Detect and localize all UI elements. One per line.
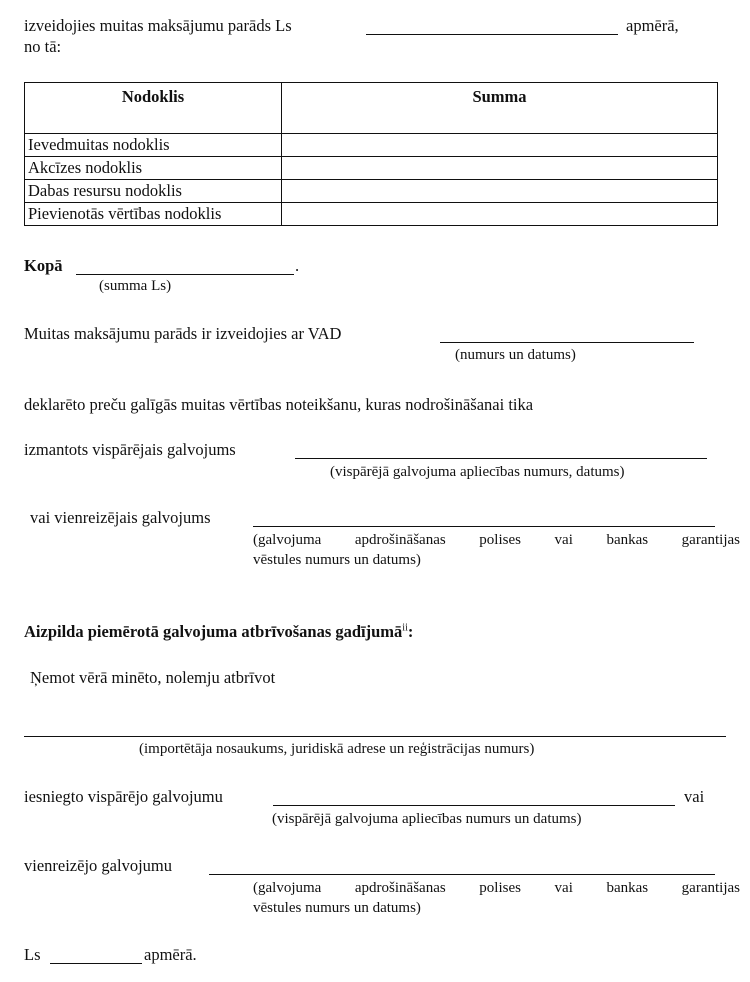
release-single-text: vienreizējo galvojumu xyxy=(24,856,172,875)
table-row xyxy=(25,180,718,203)
release-heading-text: Aizpilda piemērotā galvojuma atbrīvošanas gadījumā xyxy=(24,622,403,641)
release-general-suffix: vai xyxy=(684,787,705,806)
tax-amount-cell[interactable] xyxy=(282,180,718,203)
single-guarantee-caption-1: (galvojuma apdrošināšanas polises vai bankas garantijas xyxy=(253,532,740,548)
release-single-field[interactable] xyxy=(209,874,715,875)
release-general-caption: (vispārējā galvojuma apliecības numurs un datums) xyxy=(272,811,582,827)
release-heading-colon: : xyxy=(407,622,414,641)
release-single-caption-1: (galvojuma apdrošināšanas polises vai bankas garantijas xyxy=(253,880,740,896)
tax-amount-cell[interactable] xyxy=(282,203,718,226)
importer-caption: (importētāja nosaukums, juridiskā adrese un reģistrācijas numurs) xyxy=(139,741,535,757)
single-guarantee-caption-2: vēstules numurs un datums) xyxy=(253,552,421,568)
total-caption: (summa Ls) xyxy=(99,278,172,294)
tax-amount-cell[interactable] xyxy=(282,134,718,157)
intro-debt-text: izveidojies muitas maksājumu parāds Ls xyxy=(24,16,292,35)
total-label: Kopā xyxy=(24,256,63,275)
debt-amount-field[interactable] xyxy=(366,34,618,35)
table-header-row xyxy=(25,83,718,134)
importer-field[interactable] xyxy=(24,736,726,737)
single-guarantee-text: vai vienreizējais galvojums xyxy=(30,508,211,527)
column-header-amount: Summa xyxy=(282,83,718,134)
tax-name-cell: Akcīzes nodoklis xyxy=(25,157,282,180)
table-row xyxy=(25,203,718,226)
release-general-field[interactable] xyxy=(273,805,675,806)
release-amount-suffix: apmērā. xyxy=(144,945,197,964)
tax-name-cell: Dabas resursu nodoklis xyxy=(25,180,282,203)
single-guarantee-field[interactable] xyxy=(253,526,715,527)
column-header-tax: Nodoklis xyxy=(25,83,282,134)
release-single-caption-2: vēstules numurs un datums) xyxy=(253,900,421,916)
intro-line2: no tā: xyxy=(24,37,62,56)
general-guarantee-caption: (vispārējā galvojuma apliecības numurs, datums) xyxy=(330,464,625,480)
general-guarantee-text: izmantots vispārējais galvojums xyxy=(24,440,236,459)
release-general-text: iesniegto vispārējo galvojumu xyxy=(24,787,223,806)
total-period: . xyxy=(295,256,300,275)
table-row xyxy=(25,134,718,157)
total-amount-field[interactable] xyxy=(76,274,294,275)
table-row xyxy=(25,157,718,180)
tax-name-cell: Pievienotās vērtības nodoklis xyxy=(25,203,282,226)
footnote-mark: ii xyxy=(402,622,408,634)
release-amount-field[interactable] xyxy=(50,963,142,964)
declared-goods-text: deklarēto preču galīgās muitas vērtības noteikšanu, kuras nodrošināšanai tika xyxy=(24,395,534,414)
vad-number-field[interactable] xyxy=(440,342,694,343)
release-decision-text: Ņemot vērā minēto, nolemju atbrīvot xyxy=(30,668,276,687)
release-amount-prefix: Ls xyxy=(24,945,41,964)
intro-suffix: apmērā, xyxy=(626,16,679,35)
tax-amount-cell[interactable] xyxy=(282,157,718,180)
release-heading xyxy=(24,622,413,642)
vad-caption: (numurs un datums) xyxy=(455,347,576,363)
general-guarantee-field[interactable] xyxy=(295,458,707,459)
tax-name-cell: Ievedmuitas nodoklis xyxy=(25,134,282,157)
vad-text: Muitas maksājumu parāds ir izveidojies ar VAD xyxy=(24,324,342,343)
tax-table xyxy=(24,82,718,226)
